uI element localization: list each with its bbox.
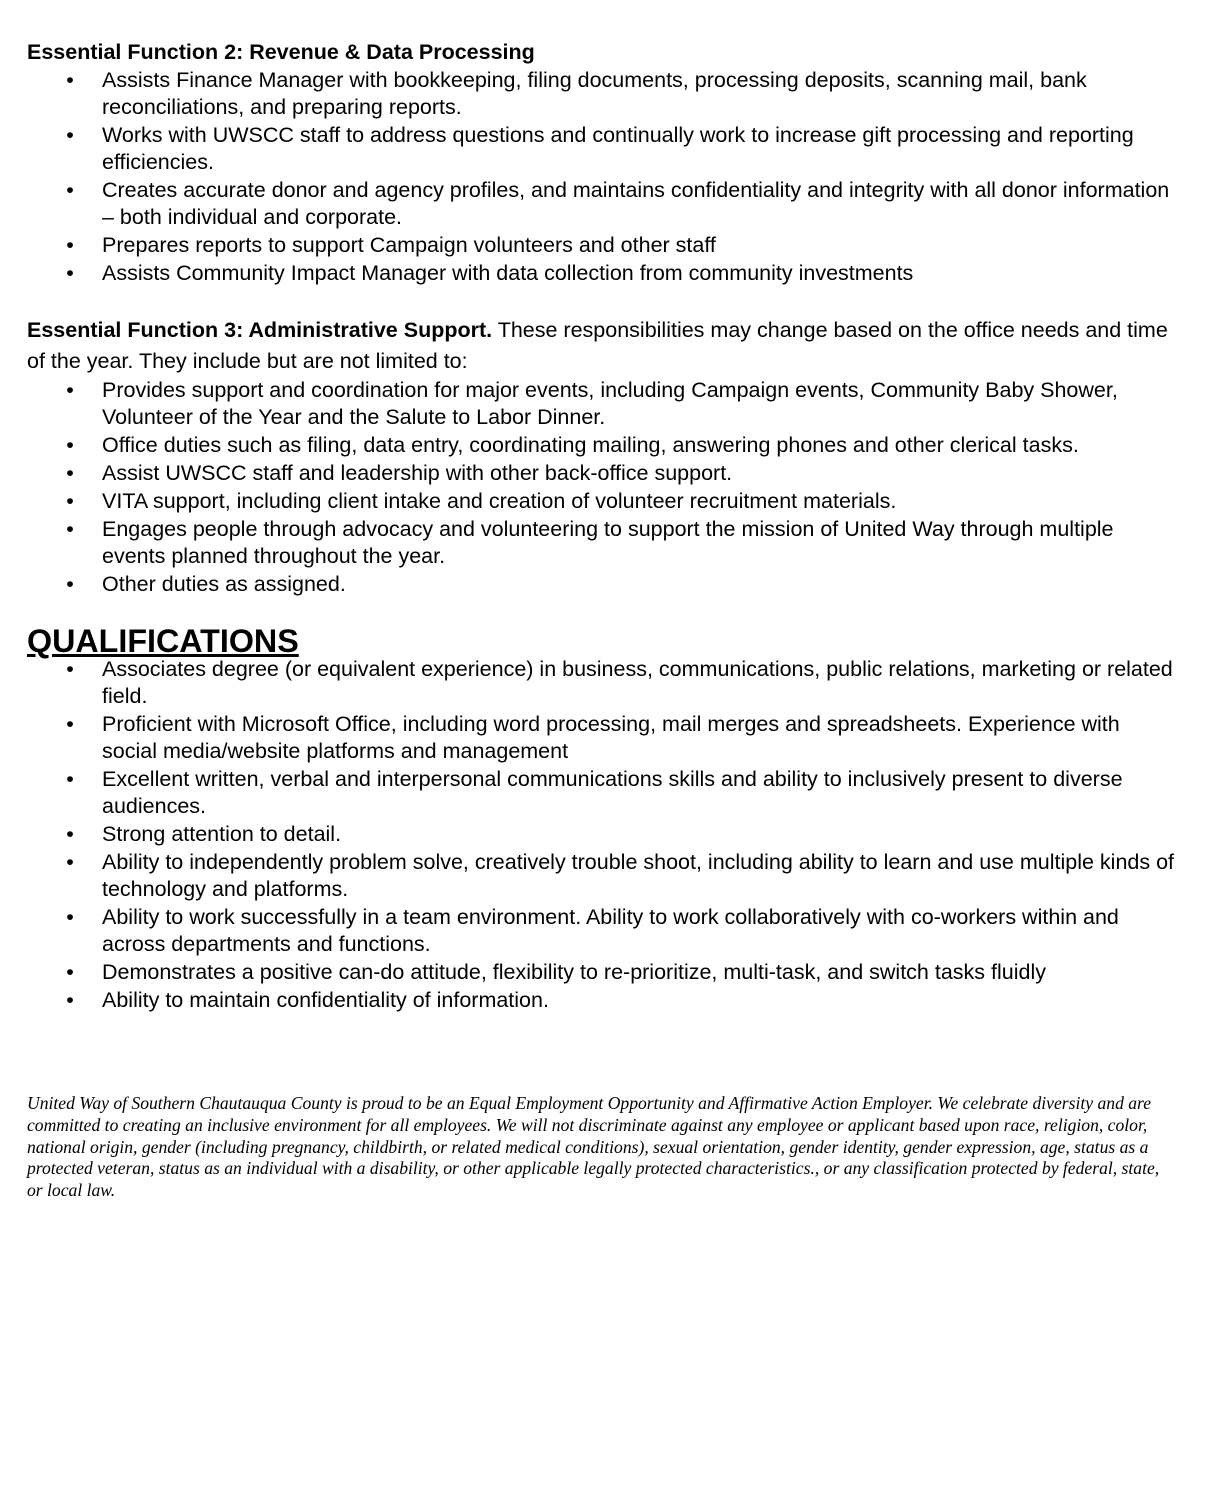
list-item [27, 849, 1177, 903]
list-item-text: Ability to work successfully in a team environment. Ability to work collaboratively with co-workers within and across departments and functions. [102, 905, 1119, 956]
bullet-icon: • [66, 657, 74, 681]
list-item-text: Office duties such as filing, data entry, coordinating mailing, answering phones and other clerical tasks. [102, 433, 1079, 457]
list-item [27, 959, 1177, 986]
list-item-text: Provides support and coordination for major events, including Campaign events, Community Baby Shower, Volunteer of the Year and the Salute to Labor Dinner. [102, 378, 1118, 429]
bullet-icon: • [66, 767, 74, 791]
function3-list [27, 377, 1177, 598]
list-item-text: Works with UWSCC staff to address questions and continually work to increase gift processing and reporting efficiencies. [102, 123, 1134, 174]
list-item [27, 177, 1177, 231]
qualifications-heading: QUALIFICATIONS [27, 623, 299, 659]
bullet-icon: • [66, 233, 74, 257]
bullet-icon: • [66, 572, 74, 596]
list-item-text: Engages people through advocacy and volunteering to support the mission of United Way through multiple events planned throughout the year. [102, 517, 1114, 568]
list-item [27, 711, 1177, 765]
spacer [27, 288, 1177, 315]
bullet-icon: • [66, 68, 74, 92]
list-item [27, 122, 1177, 176]
list-item [27, 516, 1177, 570]
spacer [27, 1015, 1177, 1093]
list-item-text: Creates accurate donor and agency profiles, and maintains confidentiality and integrity with all donor information – both individual and corporate. [102, 178, 1170, 229]
list-item [27, 904, 1177, 958]
function3-heading: Essential Function 3: Administrative Support. [27, 318, 493, 342]
list-item [27, 460, 1177, 487]
bullet-icon: • [66, 261, 74, 285]
list-item-text: Assists Community Impact Manager with data collection from community investments [102, 261, 914, 285]
bullet-icon: • [66, 123, 74, 147]
list-item [27, 766, 1177, 820]
list-item-text: Ability to independently problem solve, creatively trouble shoot, including ability to learn and use multiple kinds of technology and platforms. [102, 850, 1175, 901]
list-item-text: Prepares reports to support Campaign volunteers and other staff [102, 233, 716, 257]
bullet-icon: • [66, 433, 74, 457]
list-item [27, 821, 1177, 848]
qualifications-list [27, 656, 1177, 1014]
bullet-icon: • [66, 822, 74, 846]
list-item [27, 232, 1177, 259]
bullet-icon: • [66, 461, 74, 485]
list-item-text: Demonstrates a positive can-do attitude, flexibility to re-prioritize, multi-task, and switch tasks fluidly [102, 960, 1046, 984]
bullet-icon: • [66, 712, 74, 736]
bullet-icon: • [66, 850, 74, 874]
list-item-text: Excellent written, verbal and interpersonal communications skills and ability to inclusively present to diverse audiences. [102, 767, 1123, 818]
eeo-statement: United Way of Southern Chautauqua County is proud to be an Equal Employment Opportunity and Affirmative Action Employer. We celebrate diversity and are committed to creating an inclusive environment for all employees. We will not discriminate against any employee or applicant based upon race, religion, color, national origin, gender (including pregnancy, childbirth, or related medical conditions), sexual orientation, gender identity, gender expression, age, status as a protected veteran, status as an individual with a disability, or other applicable legally protected characteristics., or any classification protected by federal, state, or local law. [27, 1093, 1160, 1201]
list-item-text: Other duties as assigned. [102, 572, 346, 596]
bullet-icon: • [66, 378, 74, 402]
bullet-icon: • [66, 517, 74, 541]
list-item-text: Assists Finance Manager with bookkeeping, filing documents, processing deposits, scanning mail, bank reconciliations, and preparing reports. [102, 68, 1087, 119]
document-page [27, 37, 1177, 1202]
list-item [27, 432, 1177, 459]
list-item [27, 656, 1177, 710]
bullet-icon: • [66, 905, 74, 929]
list-item-text: Assist UWSCC staff and leadership with other back-office support. [102, 461, 733, 485]
list-item-text: Proficient with Microsoft Office, including word processing, mail merges and spreadsheets. Experience with social media/website platforms and management [102, 712, 1120, 763]
list-item-text: Associates degree (or equivalent experience) in business, communications, public relations, marketing or related field. [102, 657, 1173, 708]
list-item [27, 987, 1177, 1014]
spacer [27, 599, 1177, 626]
list-item-text: Ability to maintain confidentiality of information. [102, 988, 549, 1012]
list-item [27, 488, 1177, 515]
list-item [27, 377, 1177, 431]
list-item [27, 260, 1177, 287]
bullet-icon: • [66, 489, 74, 513]
function2-list [27, 67, 1177, 287]
list-item [27, 67, 1177, 121]
bullet-icon: • [66, 988, 74, 1012]
bullet-icon: • [66, 178, 74, 202]
function3-intro [27, 315, 1177, 377]
list-item-text: Strong attention to detail. [102, 822, 342, 846]
bullet-icon: • [66, 960, 74, 984]
function2-heading: Essential Function 2: Revenue & Data Processing [27, 40, 535, 64]
list-item [27, 571, 1177, 598]
function3-intro-text: These responsibilities may change based on the office needs and time of the year. They include but are not limited to: [27, 318, 1168, 373]
list-item-text: VITA support, including client intake and creation of volunteer recruitment materials. [102, 489, 897, 513]
